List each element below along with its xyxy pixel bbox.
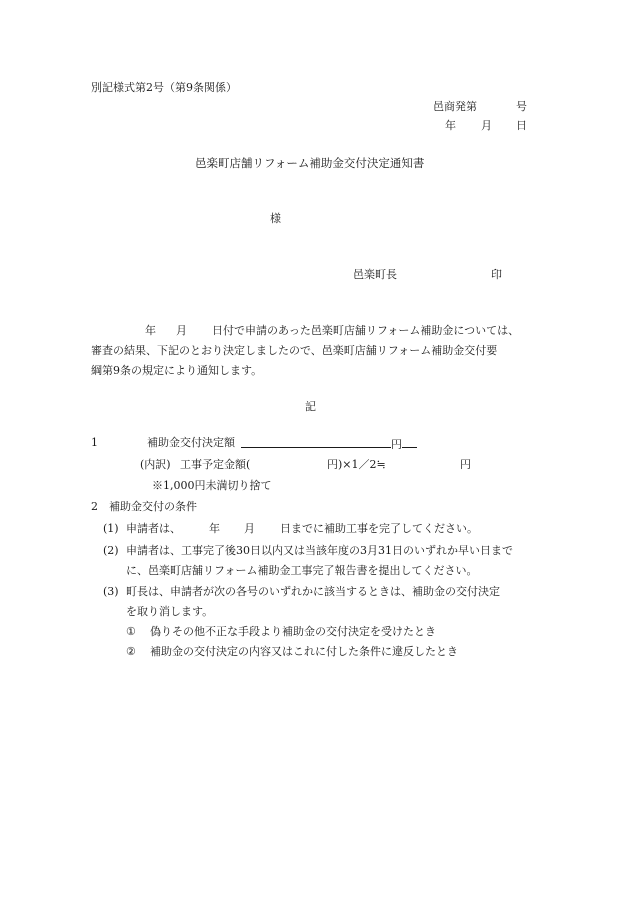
subitem1-number: ① xyxy=(126,625,136,638)
breakdown-unit: 円 xyxy=(460,458,471,471)
date-day: 日 xyxy=(516,119,527,132)
amount-blank-tail xyxy=(402,436,417,448)
amount-blank-line xyxy=(241,436,391,448)
item1-label: 補助金交付決定額 xyxy=(147,436,235,449)
form-label: 別記様式第2号（第9条関係） xyxy=(91,81,237,94)
amount-blank xyxy=(241,436,417,452)
condition2-line2: に、邑楽町店舗リフォーム補助金工事完了報告書を提出してください。 xyxy=(126,564,478,577)
breakdown-mid: 円)×1／2≒ xyxy=(327,458,386,471)
item1-unit: 円 xyxy=(391,438,402,451)
item2-heading: 2 補助金交付の条件 xyxy=(91,500,197,513)
page-title: 邑楽町店舗リフォーム補助金交付決定通知書 xyxy=(195,156,425,170)
ki-heading: 記 xyxy=(305,400,316,413)
doc-number-suffix: 号 xyxy=(516,100,527,113)
body-month: 月 xyxy=(176,324,187,337)
issuer-name: 邑楽町長 xyxy=(353,268,397,281)
condition3-number: (3) xyxy=(103,585,119,598)
addressee-honorific: 様 xyxy=(270,212,281,225)
condition1-number: (1) xyxy=(103,522,119,535)
doc-number-prefix: 邑商発第 xyxy=(433,100,477,113)
condition1-text-b: 日までに補助工事を完了してください。 xyxy=(280,522,478,535)
subitem2-number: ② xyxy=(126,645,136,658)
date-month: 月 xyxy=(481,119,492,132)
condition3-line1: 町長は、申請者が次の各号のいずれかに該当するときは、補助金の交付決定 xyxy=(126,585,500,598)
condition2-number: (2) xyxy=(103,544,119,557)
date-year: 年 xyxy=(445,119,456,132)
item1-number: 1 xyxy=(91,436,98,449)
body-line2: 審査の結果、下記のとおり決定しましたので、邑楽町店舗リフォーム補助金交付要 xyxy=(91,344,498,357)
condition1-text-a: 申請者は、 xyxy=(126,522,181,535)
condition1-month: 月 xyxy=(244,522,255,535)
issuer-seal: 印 xyxy=(491,268,502,281)
rounding-note: ※1,000円未満切り捨て xyxy=(152,479,272,492)
body-line1: 日付で申請のあった邑楽町店舗リフォーム補助金については、 xyxy=(212,324,520,337)
body-line3: 綱第9条の規定により通知します。 xyxy=(91,364,263,377)
condition2-line1: 申請者は、工事完了後30日以内又は当該年度の3月31日のいずれか早い日まで xyxy=(126,544,513,557)
breakdown-prefix: (内訳) xyxy=(140,458,171,471)
subitem1-text: 偽りその他不正な手段より補助金の交付決定を受けたとき xyxy=(150,625,436,638)
body-year: 年 xyxy=(145,324,156,337)
subitem2-text: 補助金の交付決定の内容又はこれに付した条件に違反したとき xyxy=(150,645,458,658)
breakdown-label: 工事予定金額( xyxy=(180,458,251,471)
condition3-line2: を取り消します。 xyxy=(126,605,214,618)
condition1-year: 年 xyxy=(209,522,220,535)
